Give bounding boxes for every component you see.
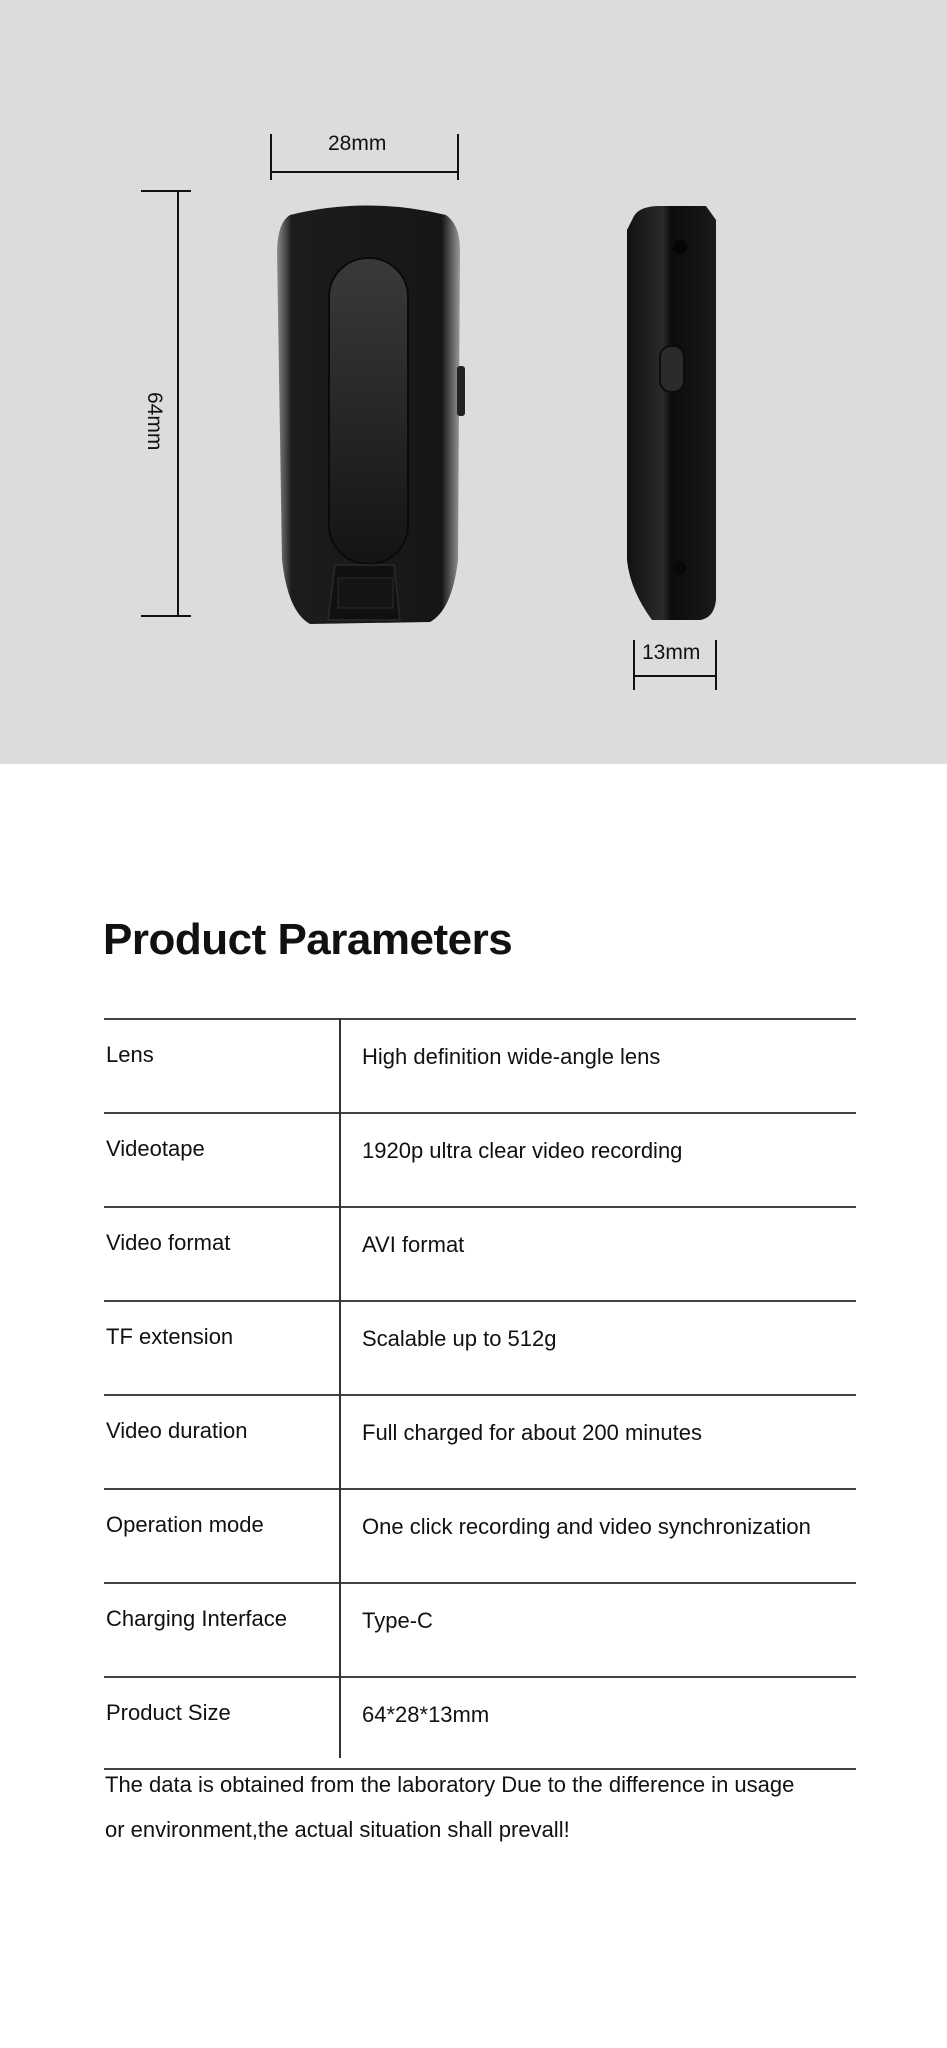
param-value: Type-C: [362, 1608, 433, 1633]
device-illustration: [0, 0, 947, 764]
width-label: 28mm: [328, 132, 387, 155]
table-row: [104, 1300, 856, 1394]
table-row: [104, 1206, 856, 1300]
param-value: Full charged for about 200 minutes: [362, 1420, 702, 1445]
product-dimensions-image: [0, 0, 947, 764]
table-row: [104, 1488, 856, 1582]
table-row: [104, 1676, 856, 1770]
disclaimer-note: The data is obtained from the laboratory Due to the difference in usage or environment,the actual situation shall prevall!: [105, 1772, 795, 1842]
column-divider: [339, 1018, 341, 1758]
param-key: Video format: [106, 1230, 231, 1255]
param-value: 64*28*13mm: [362, 1702, 490, 1727]
param-key: Operation mode: [106, 1512, 264, 1537]
param-key: Charging Interface: [106, 1606, 287, 1631]
param-key: Video duration: [106, 1418, 248, 1443]
device-front-view: [277, 206, 465, 625]
param-key: Product Size: [106, 1700, 231, 1725]
parameters-table: [104, 1018, 856, 1770]
param-key: Lens: [106, 1042, 154, 1067]
param-value: Scalable up to 512g: [362, 1326, 557, 1351]
height-label: 64mm: [143, 392, 166, 451]
param-value: High definition wide-angle lens: [362, 1044, 661, 1069]
page-title: Product Parameters: [103, 915, 513, 964]
table-row: [104, 1018, 856, 1112]
table-row: [104, 1112, 856, 1206]
param-key: TF extension: [106, 1324, 234, 1349]
device-side-view: [627, 206, 716, 620]
param-value: One click recording and video synchronization: [362, 1514, 811, 1539]
table-row: [104, 1582, 856, 1676]
param-value: AVI format: [362, 1232, 465, 1257]
param-key: Videotape: [106, 1136, 205, 1161]
param-value: 1920p ultra clear video recording: [362, 1138, 683, 1163]
table-row: [104, 1394, 856, 1488]
depth-label: 13mm: [642, 641, 701, 664]
